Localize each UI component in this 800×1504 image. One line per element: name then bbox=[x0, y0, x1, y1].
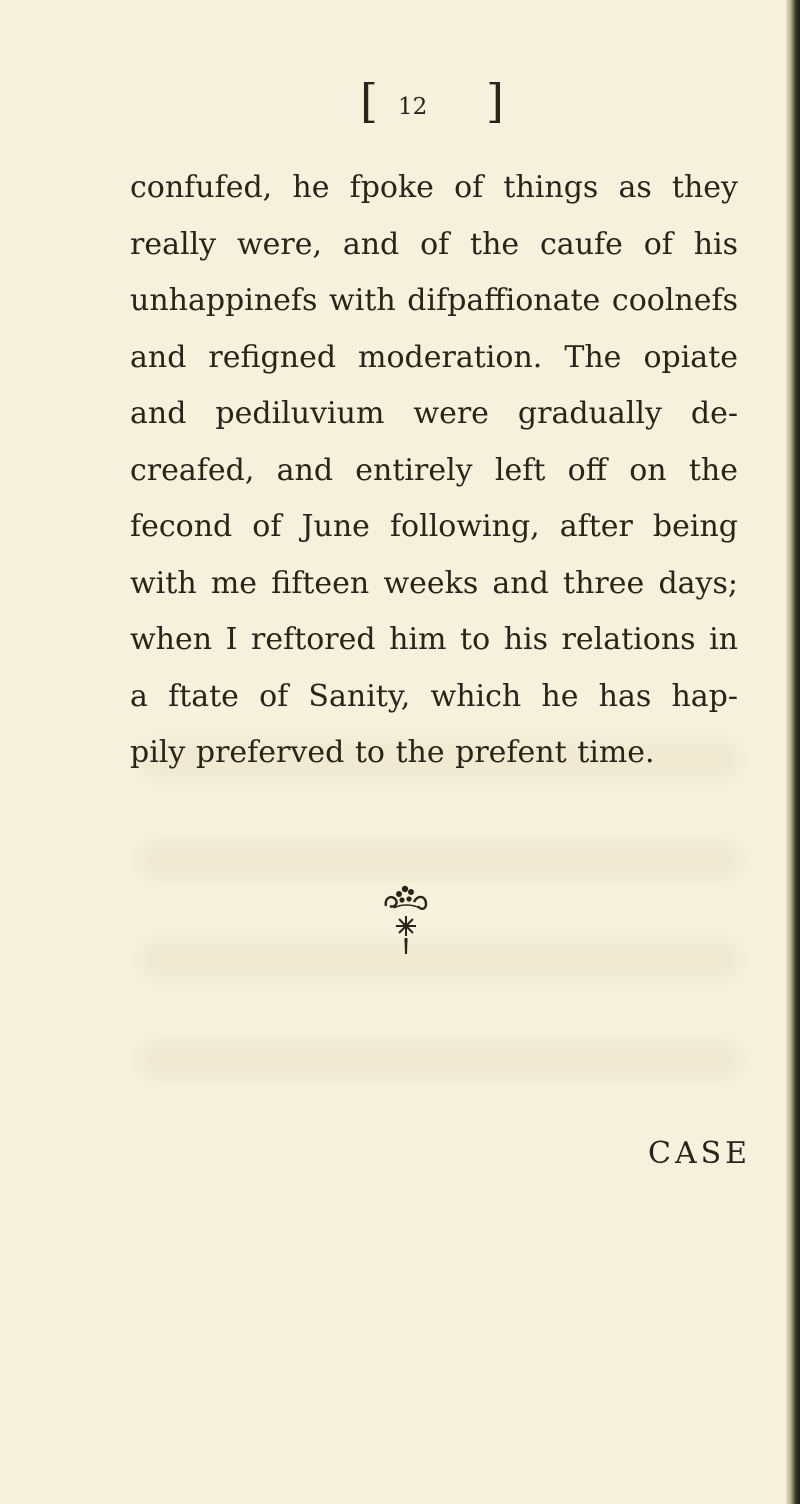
text-line: and refigned moderation. The opiate bbox=[130, 339, 738, 375]
text-line: and pediluvium were gradually de- bbox=[130, 396, 738, 431]
text-line: a ftate of Sanity, which he has hap- bbox=[130, 678, 738, 714]
text-line: with me fifteen weeks and three days; bbox=[130, 565, 738, 601]
binding-edge bbox=[786, 0, 800, 1504]
bleed-through-shadow bbox=[140, 940, 740, 980]
page-number: 12 bbox=[398, 94, 428, 120]
text-line: when I reftored him to his relations in bbox=[130, 622, 738, 657]
text-line: confufed, he fpoke of things as they bbox=[130, 170, 738, 205]
text-line: fecond of June following, after being bbox=[130, 509, 738, 544]
text-line: unhappinefs with difpaffionate coolnefs bbox=[130, 283, 738, 318]
text-line: really were, and of the caufe of his bbox=[130, 226, 738, 262]
printers-flower-ornament-icon bbox=[380, 880, 434, 980]
bleed-through-shadow bbox=[140, 840, 740, 880]
header-bracket-left: [ bbox=[360, 74, 378, 128]
text-line: creafed, and entirely left off on the bbox=[130, 452, 738, 488]
header-bracket-right: ] bbox=[486, 74, 504, 128]
bleed-through-shadow bbox=[140, 1040, 740, 1080]
catchword: CASE bbox=[648, 1136, 752, 1171]
page-header bbox=[360, 74, 520, 128]
text-line-last: pily preferved to the prefent time. bbox=[130, 735, 655, 770]
body-text bbox=[130, 160, 738, 782]
